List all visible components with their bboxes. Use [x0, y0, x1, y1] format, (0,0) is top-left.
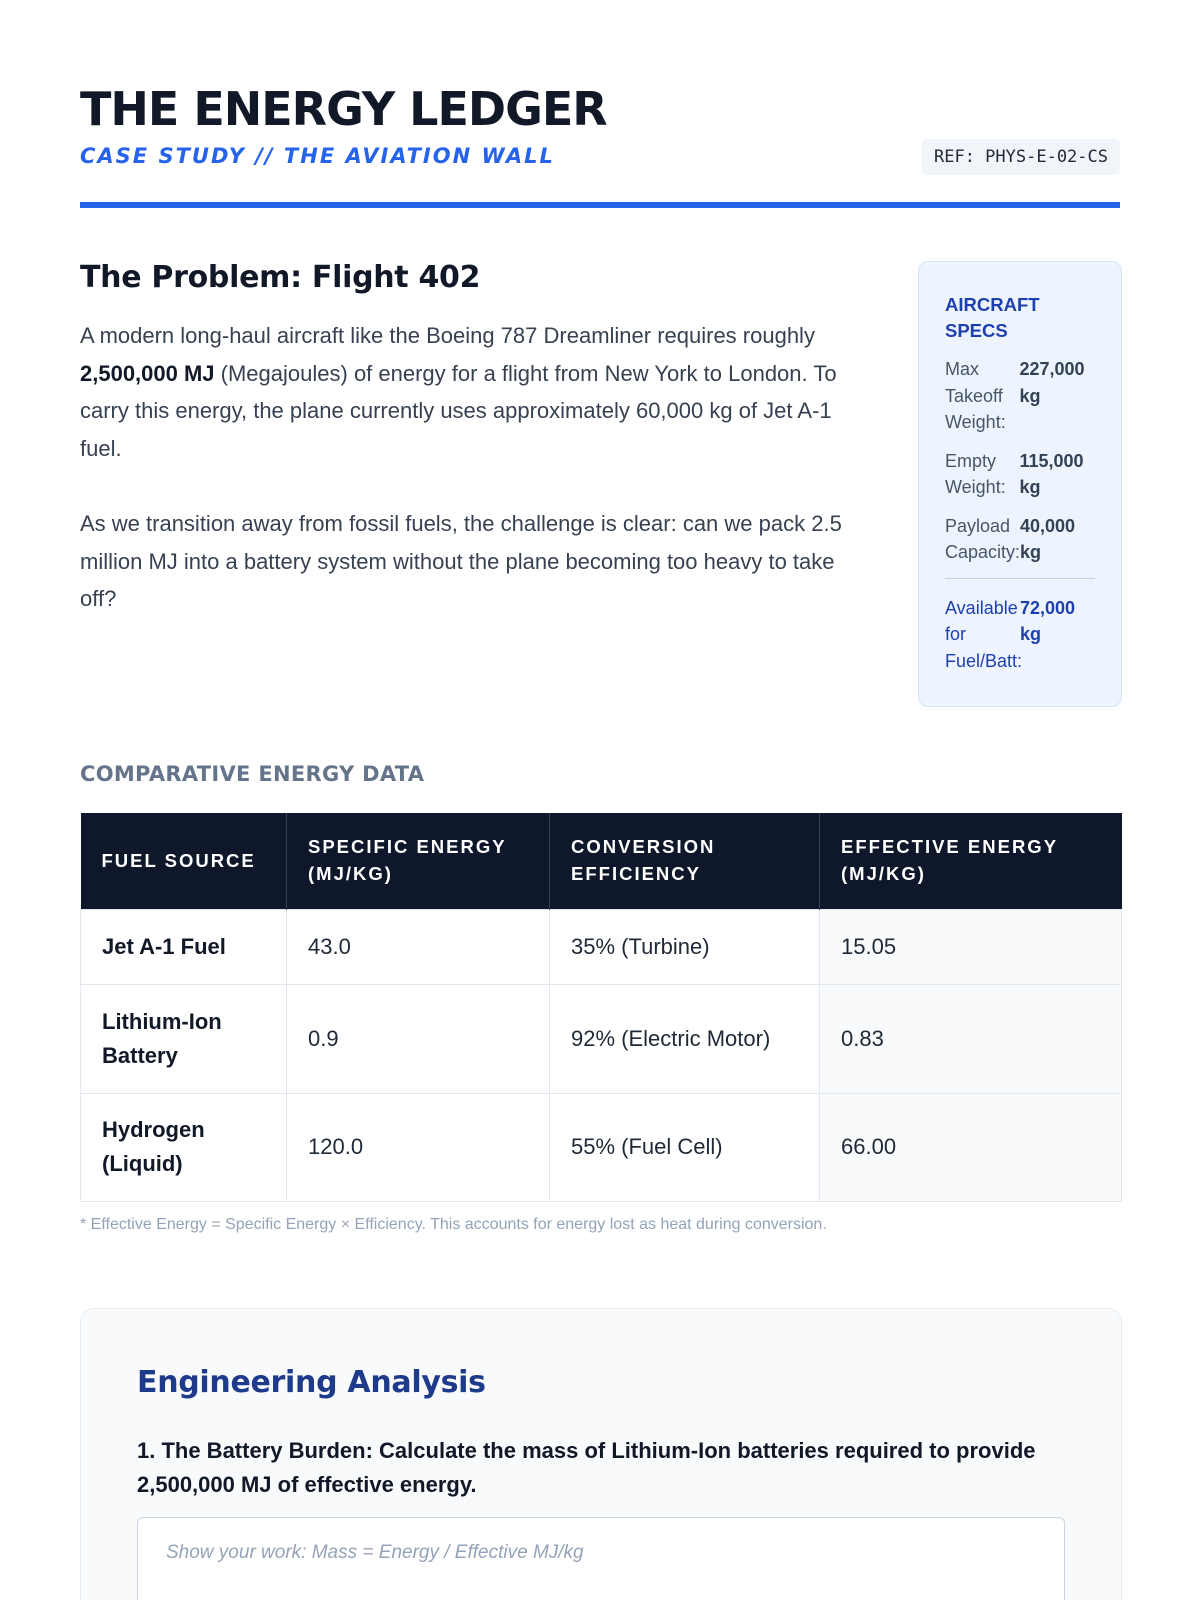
reference-code: REF: PHYS-E-02-CS [922, 139, 1120, 175]
page-title: THE ENERGY LEDGER [80, 82, 607, 136]
table-row [81, 1093, 1122, 1201]
effective-energy-cell: 15.05 [820, 909, 1122, 984]
header [80, 82, 1120, 208]
problem-section [80, 260, 860, 618]
specs-title: AIRCRAFT SPECS [945, 294, 1040, 341]
spec-value: 227,000 kg [1019, 359, 1085, 406]
spec-label: Available for Fuel/Batt: [945, 597, 1023, 671]
spec-row-payload [945, 513, 1095, 566]
efficiency-cell: 35% (Turbine) [550, 909, 820, 984]
table-row [81, 984, 1122, 1093]
energy-comparison-table [80, 813, 1122, 1202]
effective-energy-cell: 66.00 [820, 1093, 1122, 1201]
problem-paragraph-1 [80, 317, 860, 467]
question-1: 1. The Battery Burden: Calculate the mass of Lithium-Ion batteries required to provide 2,500,000 MJ of effective energy. [137, 1438, 1036, 1497]
problem-text-start: A modern long-haul aircraft like the Boeing 787 Dreamliner requires roughly [80, 323, 815, 348]
specific-energy-cell: 120.0 [287, 1093, 550, 1201]
table-row [81, 909, 1122, 984]
efficiency-cell: 92% (Electric Motor) [550, 984, 820, 1093]
problem-heading: The Problem: Flight 402 [80, 260, 481, 295]
table-header-row [81, 813, 1122, 909]
column-header: SPECIFIC ENERGY (MJ/KG) [287, 813, 550, 909]
spec-value: 115,000 kg [1019, 450, 1084, 497]
specific-energy-cell: 0.9 [287, 984, 550, 1093]
spec-value: 40,000 kg [1020, 515, 1076, 562]
table-footnote: * Effective Energy = Specific Energy × Efficiency. This accounts for energy lost as heat during conversion. [80, 1216, 827, 1233]
spec-row-empty-weight [945, 448, 1095, 501]
spec-label: Max Takeoff Weight: [945, 359, 1006, 432]
efficiency-cell: 55% (Fuel Cell) [550, 1093, 820, 1201]
comparative-data-label: COMPARATIVE ENERGY DATA [80, 762, 425, 786]
spec-row-available [945, 595, 1095, 675]
effective-energy-cell: 0.83 [820, 984, 1122, 1093]
page-subtitle: CASE STUDY // THE AVIATION WALL [80, 144, 555, 168]
engineering-analysis-card [80, 1308, 1122, 1600]
spec-label: Payload Capacity: [945, 515, 1021, 562]
spec-divider [945, 578, 1095, 579]
problem-paragraph-2: As we transition away from fossil fuels, the challenge is clear: can we pack 2.5 million MJ into a battery system without the plane becoming too heavy to take off? [80, 511, 842, 611]
fuel-source-cell: Lithium-Ion Battery [81, 984, 287, 1093]
spec-label: Empty Weight: [945, 450, 1006, 497]
column-header: EFFECTIVE ENERGY (MJ/KG) [820, 813, 1122, 909]
problem-text-end: (Megajoules) of energy for a flight from New York to London. To carry this energy, the plane currently uses approximately 60,000 kg of Jet A-1 fuel. [80, 360, 837, 461]
aircraft-specs-card [918, 261, 1122, 707]
column-header: CONVERSION EFFICIENCY [550, 813, 820, 909]
specific-energy-cell: 43.0 [287, 909, 550, 984]
fuel-source-cell: Jet A-1 Fuel [81, 909, 287, 984]
fuel-source-cell: Hydrogen (Liquid) [81, 1093, 287, 1201]
analysis-heading: Engineering Analysis [137, 1365, 486, 1400]
spec-value: 72,000 kg [1020, 597, 1076, 644]
answer-input-1[interactable] [137, 1517, 1065, 1600]
energy-requirement: 2,500,000 MJ [80, 360, 215, 386]
spec-row-max-takeoff [945, 356, 1095, 436]
column-header: FUEL SOURCE [81, 813, 287, 909]
